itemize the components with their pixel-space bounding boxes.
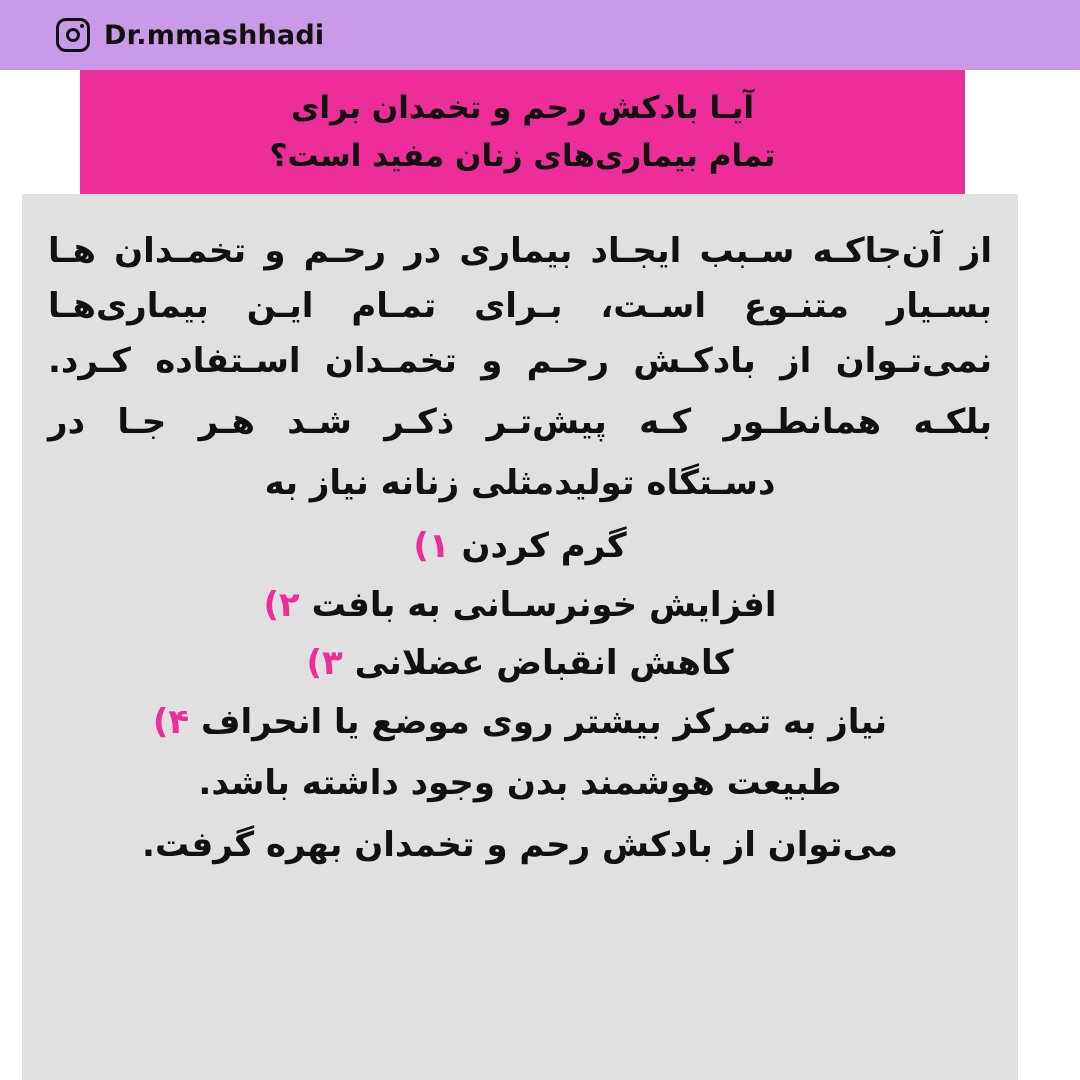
paragraph-3: دسـتگاه تولیدمثلی زنانه نیاز به: [264, 463, 776, 504]
instagram-username: Dr.mmashhadi: [104, 19, 325, 51]
instagram-handle-bar: [0, 0, 1080, 70]
list-item-number: ۱): [413, 526, 450, 567]
paragraph-1: از آن‌جاکـه سـبب ایجـاد بیماری در رحـم و تخمـدان هـا بسـیار متنـوع اسـت، بـرای تمـام ایـن بیماری‌هـا نمی‌تـوان از بادکـش رحـم و تخمـدان اسـتفاده کـرد.: [48, 231, 992, 382]
title-line-1: آیـا بادکش رحم و تخمدان برای: [291, 89, 754, 126]
list-item: [48, 517, 992, 575]
paragraph-2: بلکـه همانطـور کـه پیش‌تـر ذکـر شـد هـر جـا در: [48, 402, 992, 443]
title-banner: [80, 70, 965, 194]
instagram-icon: [56, 18, 90, 52]
after-items-text: طبیعت هوشمند بدن وجود داشته باشد.: [198, 763, 842, 804]
benefits-list: [48, 517, 992, 751]
list-item: [48, 576, 992, 634]
list-item-text: کاهش انقباض عضلانی: [354, 643, 734, 684]
list-item-text: افزایش خونرسـانی به بافت: [311, 584, 777, 625]
title-line-2: تمام بیماری‌های زنان مفید است؟: [269, 138, 776, 174]
list-item-number: ۲): [263, 584, 300, 625]
list-item-number: ۴): [152, 701, 190, 742]
list-item-number: ۳): [306, 643, 343, 684]
list-item-text: گرم کردن: [461, 526, 627, 567]
list-item: [48, 634, 992, 692]
body-card: [22, 194, 1018, 1080]
list-item: [48, 693, 992, 751]
list-item-text: نیاز به تمرکز بیشتر روی موضع یا انحراف: [200, 701, 888, 742]
closing-text: می‌توان از بادکش رحم و تخمدان بهره گرفت.: [142, 825, 898, 866]
